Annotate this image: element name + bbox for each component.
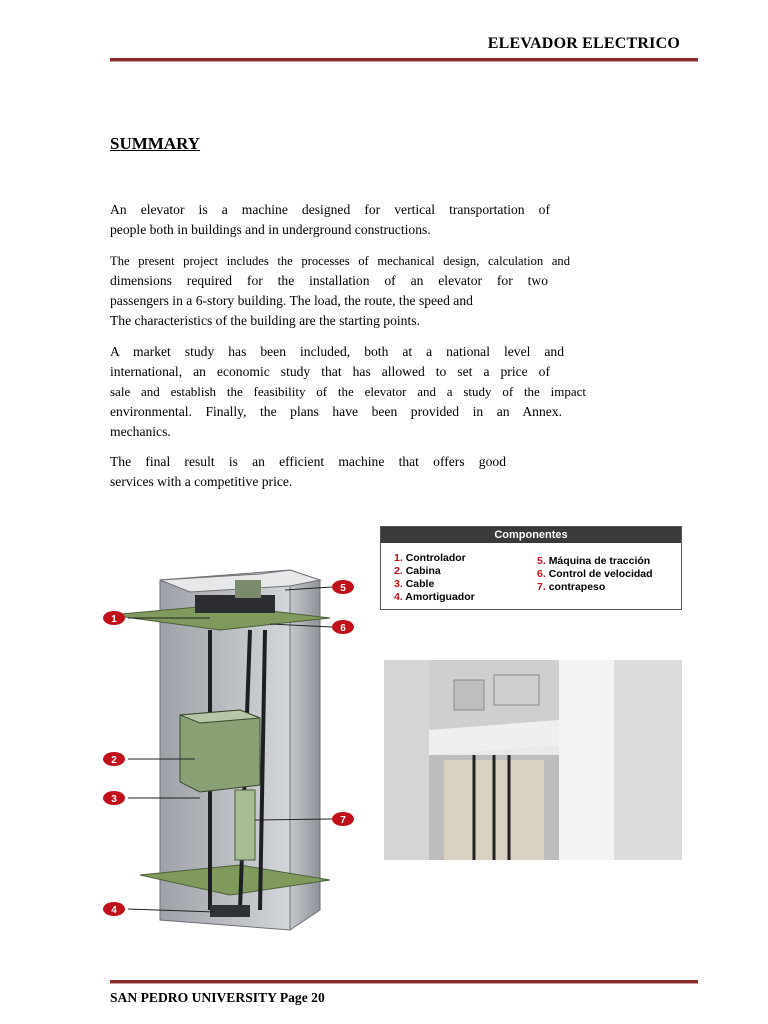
svg-text:3: 3 [111,794,117,805]
paragraph-line: An elevator is a machine designed for vertical transportation of [110,202,550,217]
component-label: Control de velocidad [548,568,653,580]
component-label: Controlador [405,552,466,564]
callout-6 [332,620,354,634]
paragraph-1 [110,200,550,240]
component-item [537,555,653,568]
component-number: 6. [537,568,546,580]
paragraph-line: international, an economic study that has allowed to set a price of [110,364,550,379]
callout-4 [103,902,125,916]
components-legend [380,526,682,610]
paragraph-4 [110,452,506,492]
paragraph-line: environmental. Finally, the plans have been provided in an Annex. [110,404,562,419]
callout-2 [103,752,125,766]
component-label: Cable [405,578,435,590]
footer-rule [110,980,698,984]
paragraph-2 [110,251,570,331]
callout-7 [332,812,354,826]
paragraph-line: A market study has been included, both at a national level and [110,344,564,359]
paragraph-3 [110,342,586,442]
summary-title: SUMMARY [110,134,201,153]
paragraph-line: sale and establish the feasibility of the elevator and a study of the impact [110,384,586,399]
paragraph-line: services with a competitive price. [110,474,293,489]
components-title: Componentes [381,527,681,543]
component-number: 4. [394,591,403,603]
elevator-render-image [384,660,682,860]
svg-text:4: 4 [111,905,117,916]
component-number: 1. [394,552,403,564]
paragraph-line: mechanics. [110,424,171,439]
component-number: 3. [394,578,403,590]
component-label: contrapeso [548,581,606,593]
svg-text:5: 5 [340,583,346,594]
paragraph-line: The final result is an efficient machine that offers good [110,454,506,469]
paragraph-line: passengers in a 6-story building. The load, the route, the speed and [110,293,473,308]
callout-5 [332,580,354,594]
svg-text:7: 7 [340,815,346,826]
component-item [537,581,653,594]
svg-text:2: 2 [111,755,117,766]
component-number: 2. [394,565,403,577]
svg-text:6: 6 [340,623,346,634]
component-label: Máquina de tracción [548,555,651,567]
component-item [394,591,475,604]
component-label: Cabina [405,565,441,577]
callout-1 [103,611,125,625]
component-item [394,552,475,565]
header-rule [110,58,698,62]
component-label: Amortiguador [405,591,475,603]
component-number: 5. [537,555,546,567]
counterweight [235,790,255,860]
cabin [180,710,260,792]
components-list-right [537,555,653,594]
paragraph-line: people both in buildings and in underground constructions. [110,222,431,237]
component-number: 7. [537,581,546,593]
paragraph-line: dimensions required for the installation of an elevator for two [110,273,548,288]
footer-text: SAN PEDRO UNIVERSITY Page 20 [110,990,325,1005]
header-title: ELEVADOR ELECTRICO [487,35,680,52]
components-list-left [394,552,475,604]
component-item [537,568,653,581]
buffer [210,905,250,917]
svg-text:1: 1 [111,614,117,625]
paragraph-line: The present project includes the processes of mechanical design, calculation and [110,254,570,268]
callout-3 [103,791,125,805]
component-item [394,565,475,578]
elevator-diagram [100,560,360,940]
paragraph-line: The characteristics of the building are the starting points. [110,313,420,328]
component-item [394,578,475,591]
